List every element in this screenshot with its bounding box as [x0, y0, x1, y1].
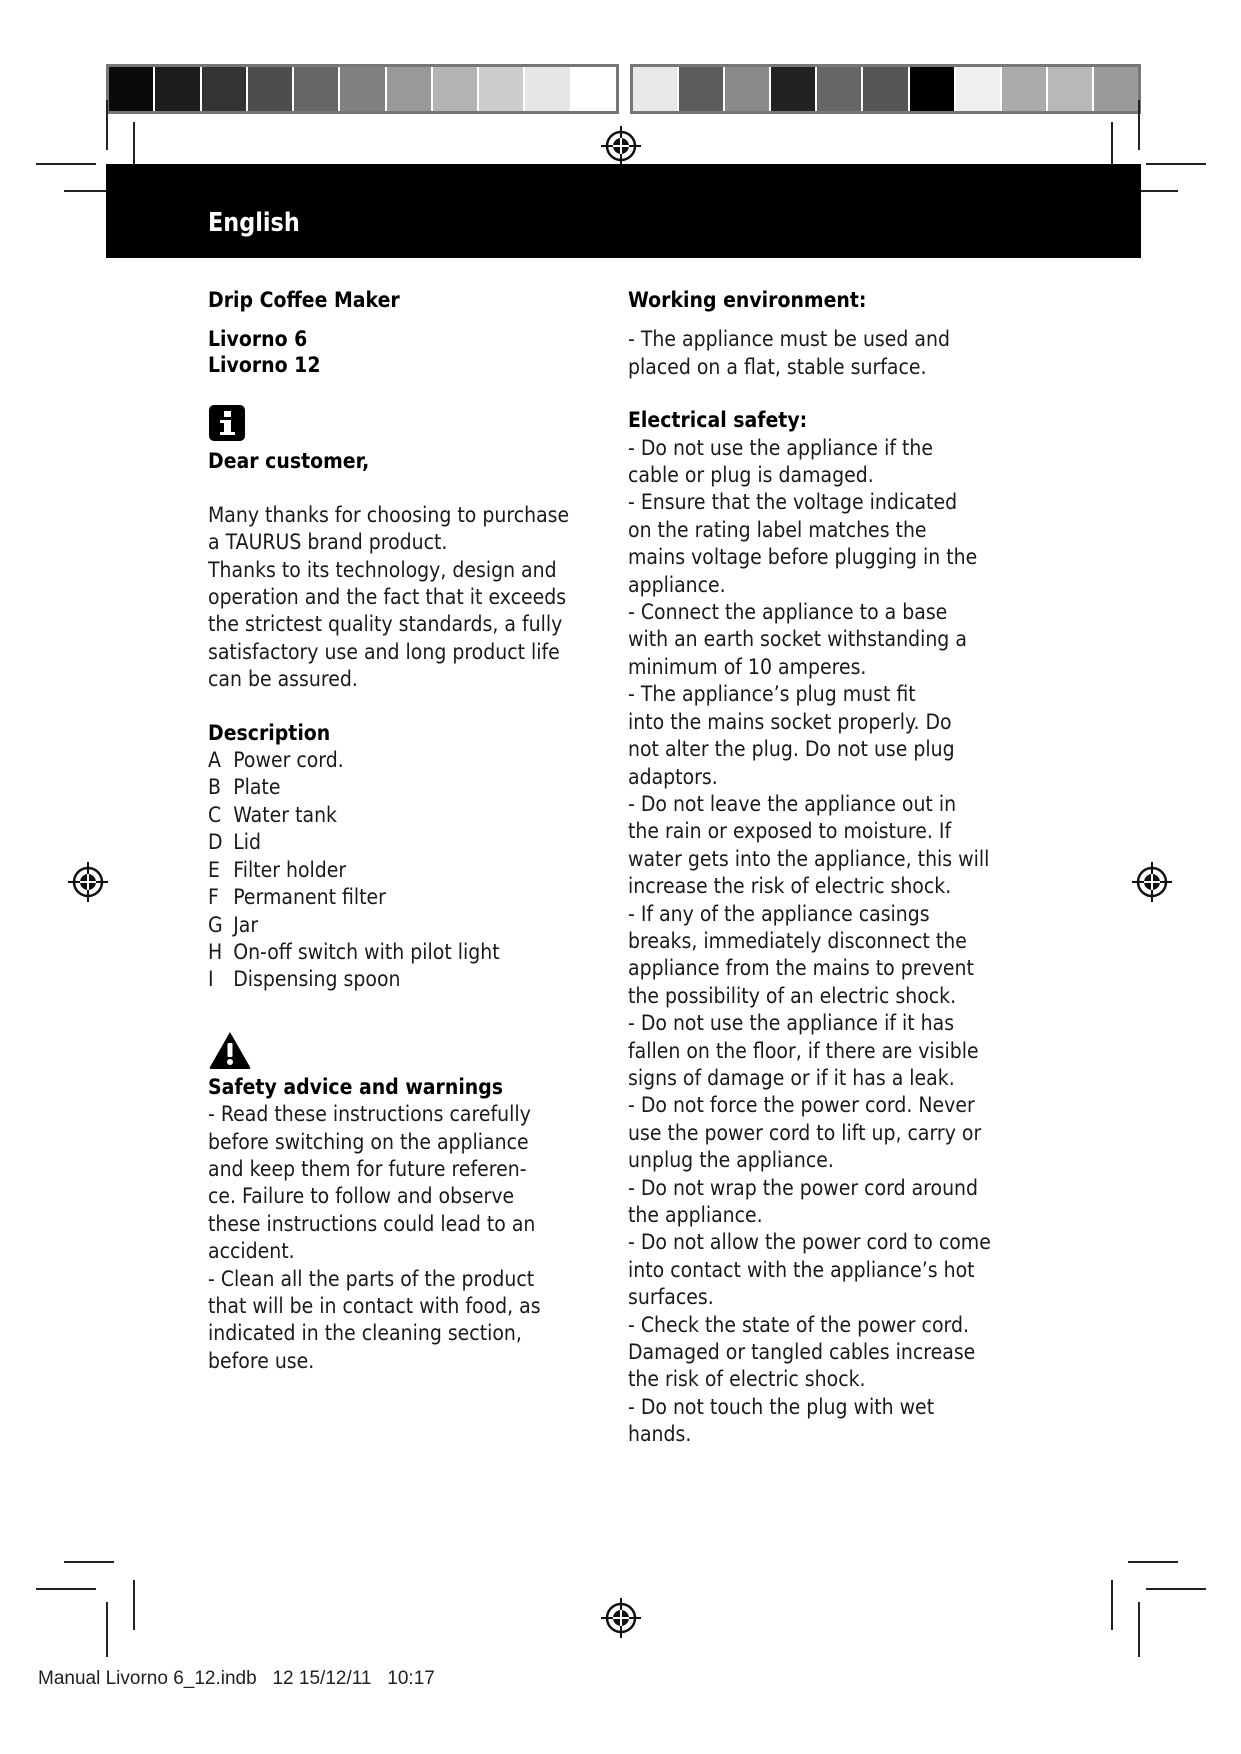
safety-paragraph: - Clean all the parts of the product that will be in contact with food, as indicated in the cleaning section, before use.	[208, 1266, 541, 1373]
environment-heading: Working environment:	[628, 288, 867, 312]
electrical-safety-item: - Do not touch the plug with wet hands.	[628, 1394, 935, 1447]
electrical-safety-item: - Do not leave the appliance out in the rain or exposed to moisture. If water gets into the appliance, this will increase the risk of electric shock.	[628, 791, 990, 899]
print-slug: Manual Livorno 6_12.indb 12 15/12/11 10:17	[38, 1668, 435, 1689]
color-swatch	[633, 67, 679, 111]
color-swatch	[817, 67, 863, 111]
description-item-text: Dispensing spoon	[233, 967, 401, 992]
description-item-letter: C	[208, 802, 222, 827]
electrical-safety-list	[628, 435, 1006, 1449]
crop-mark	[64, 1561, 114, 1563]
color-swatch	[202, 67, 248, 111]
color-swatch	[771, 67, 817, 111]
description-list	[208, 747, 582, 994]
description-item-text: Permanent filter	[233, 885, 386, 910]
crop-mark	[1128, 1561, 1178, 1563]
description-item-text: Plate	[233, 775, 281, 800]
crop-mark	[1146, 1588, 1206, 1590]
crop-mark	[36, 1588, 96, 1590]
environment-paragraph: - The appliance must be used and placed on a flat, stable surface.	[628, 327, 950, 379]
description-item-text: Jar	[233, 912, 259, 937]
color-bar-right	[630, 64, 1141, 114]
color-swatch	[910, 67, 956, 111]
color-swatch	[387, 67, 433, 111]
crop-mark	[1138, 1602, 1140, 1657]
color-swatch	[294, 67, 340, 111]
intro-paragraph: Many thanks for choosing to purchase a TAURUS brand product.	[208, 502, 570, 555]
electrical-safety-item: - Ensure that the voltage indicated on the rating label matches the mains voltage before plugging in the appliance.	[628, 490, 978, 597]
electrical-safety-item: - The appliance’s plug must fit into the mains socket properly. Do not alter the plug. Do not use plug adaptors.	[628, 682, 955, 789]
description-item	[208, 774, 582, 801]
electrical-safety-item: - Do not use the appliance if it has fallen on the floor, if there are visible signs of damage or if it has a leak.	[628, 1011, 979, 1090]
registration-mark-icon	[601, 1598, 641, 1638]
color-swatch	[1048, 67, 1094, 111]
electrical-safety-item: - Do not force the power cord. Never use the power cord to lift up, carry or unplug the appliance.	[628, 1093, 982, 1173]
registration-mark-icon	[1132, 862, 1172, 902]
description-item-text: Power cord.	[233, 748, 344, 773]
description-item	[208, 884, 582, 911]
description-item-letter: F	[208, 885, 219, 910]
description-item-letter: A	[208, 748, 221, 773]
crop-mark	[36, 163, 96, 165]
description-item-text: Water tank	[233, 802, 337, 827]
description-item-text: Lid	[233, 830, 261, 855]
description-item-letter: G	[208, 912, 223, 937]
description-item	[208, 747, 582, 774]
safety-paragraph: - Read these instructions carefully before switching on the appliance and keep them for future referen- ce. Failure to follow and observe these instructions could lead to an accident.	[208, 1102, 536, 1264]
electrical-safety-item: - If any of the appliance casings breaks, immediately disconnect the appliance from the mains to prevent the possibility of an electric shock.	[628, 901, 974, 1008]
crop-mark	[106, 100, 108, 150]
color-swatch	[525, 67, 571, 111]
model-name: Livorno 12	[208, 353, 321, 378]
electrical-safety-item: - Check the state of the power cord. Damaged or tangled cables increase the risk of electric shock.	[628, 1312, 976, 1392]
greeting: Dear customer,	[208, 449, 370, 474]
registration-mark-icon	[601, 126, 641, 166]
crop-mark	[133, 1580, 135, 1630]
description-item	[208, 966, 582, 993]
description-item-text: On-off switch with pilot light	[233, 939, 500, 964]
description-heading: Description	[208, 720, 331, 745]
electrical-heading: Electrical safety:	[628, 408, 808, 433]
description-item	[208, 857, 582, 884]
left-column	[208, 287, 623, 1375]
color-swatch	[433, 67, 479, 111]
description-item	[208, 939, 582, 966]
description-item-letter: E	[208, 857, 220, 882]
description-item-letter: I	[208, 967, 214, 992]
safety-heading: Safety advice and warnings	[208, 1074, 504, 1099]
color-swatch	[248, 67, 294, 111]
description-item-letter: B	[208, 775, 221, 800]
color-swatch	[956, 67, 1002, 111]
crop-mark	[1138, 100, 1140, 150]
electrical-safety-item: - Do not use the appliance if the cable or plug is damaged.	[628, 435, 934, 488]
color-swatch	[863, 67, 909, 111]
description-item-letter: H	[208, 939, 223, 964]
language-title: English	[208, 208, 300, 238]
description-item	[208, 802, 582, 829]
crop-mark	[106, 1602, 108, 1657]
color-swatch	[155, 67, 201, 111]
color-swatch	[1094, 67, 1138, 111]
color-swatch	[679, 67, 725, 111]
description-item-text: Filter holder	[233, 857, 347, 882]
model-name: Livorno 6	[208, 327, 308, 352]
description-item	[208, 912, 582, 939]
product-name: Drip Coffee Maker	[208, 288, 400, 312]
right-column	[628, 287, 1048, 1449]
electrical-safety-item: - Do not allow the power cord to come into contact with the appliance’s hot surfaces.	[628, 1230, 991, 1310]
warning-icon	[208, 1030, 623, 1070]
color-swatch	[725, 67, 771, 111]
crop-mark	[1111, 1580, 1113, 1630]
description-item	[208, 829, 582, 856]
color-swatch	[340, 67, 386, 111]
crop-mark	[1146, 163, 1206, 165]
electrical-safety-item: - Do not wrap the power cord around the appliance.	[628, 1175, 979, 1227]
language-banner	[106, 164, 1141, 258]
color-swatch	[109, 67, 155, 111]
electrical-safety-item: - Connect the appliance to a base with an earth socket withstanding a minimum of 10 amperes.	[628, 600, 967, 679]
color-bar-left	[106, 64, 619, 114]
description-item-letter: D	[208, 830, 223, 855]
color-swatch	[479, 67, 525, 111]
info-icon	[208, 404, 623, 444]
color-swatch	[572, 67, 616, 111]
registration-mark-icon	[68, 862, 108, 902]
intro-paragraph: Thanks to its technology, design and operation and the fact that it exceeds the strictest quality standards, a fully satisfactory use and long product life can be assured.	[208, 557, 567, 692]
color-swatch	[1002, 67, 1048, 111]
